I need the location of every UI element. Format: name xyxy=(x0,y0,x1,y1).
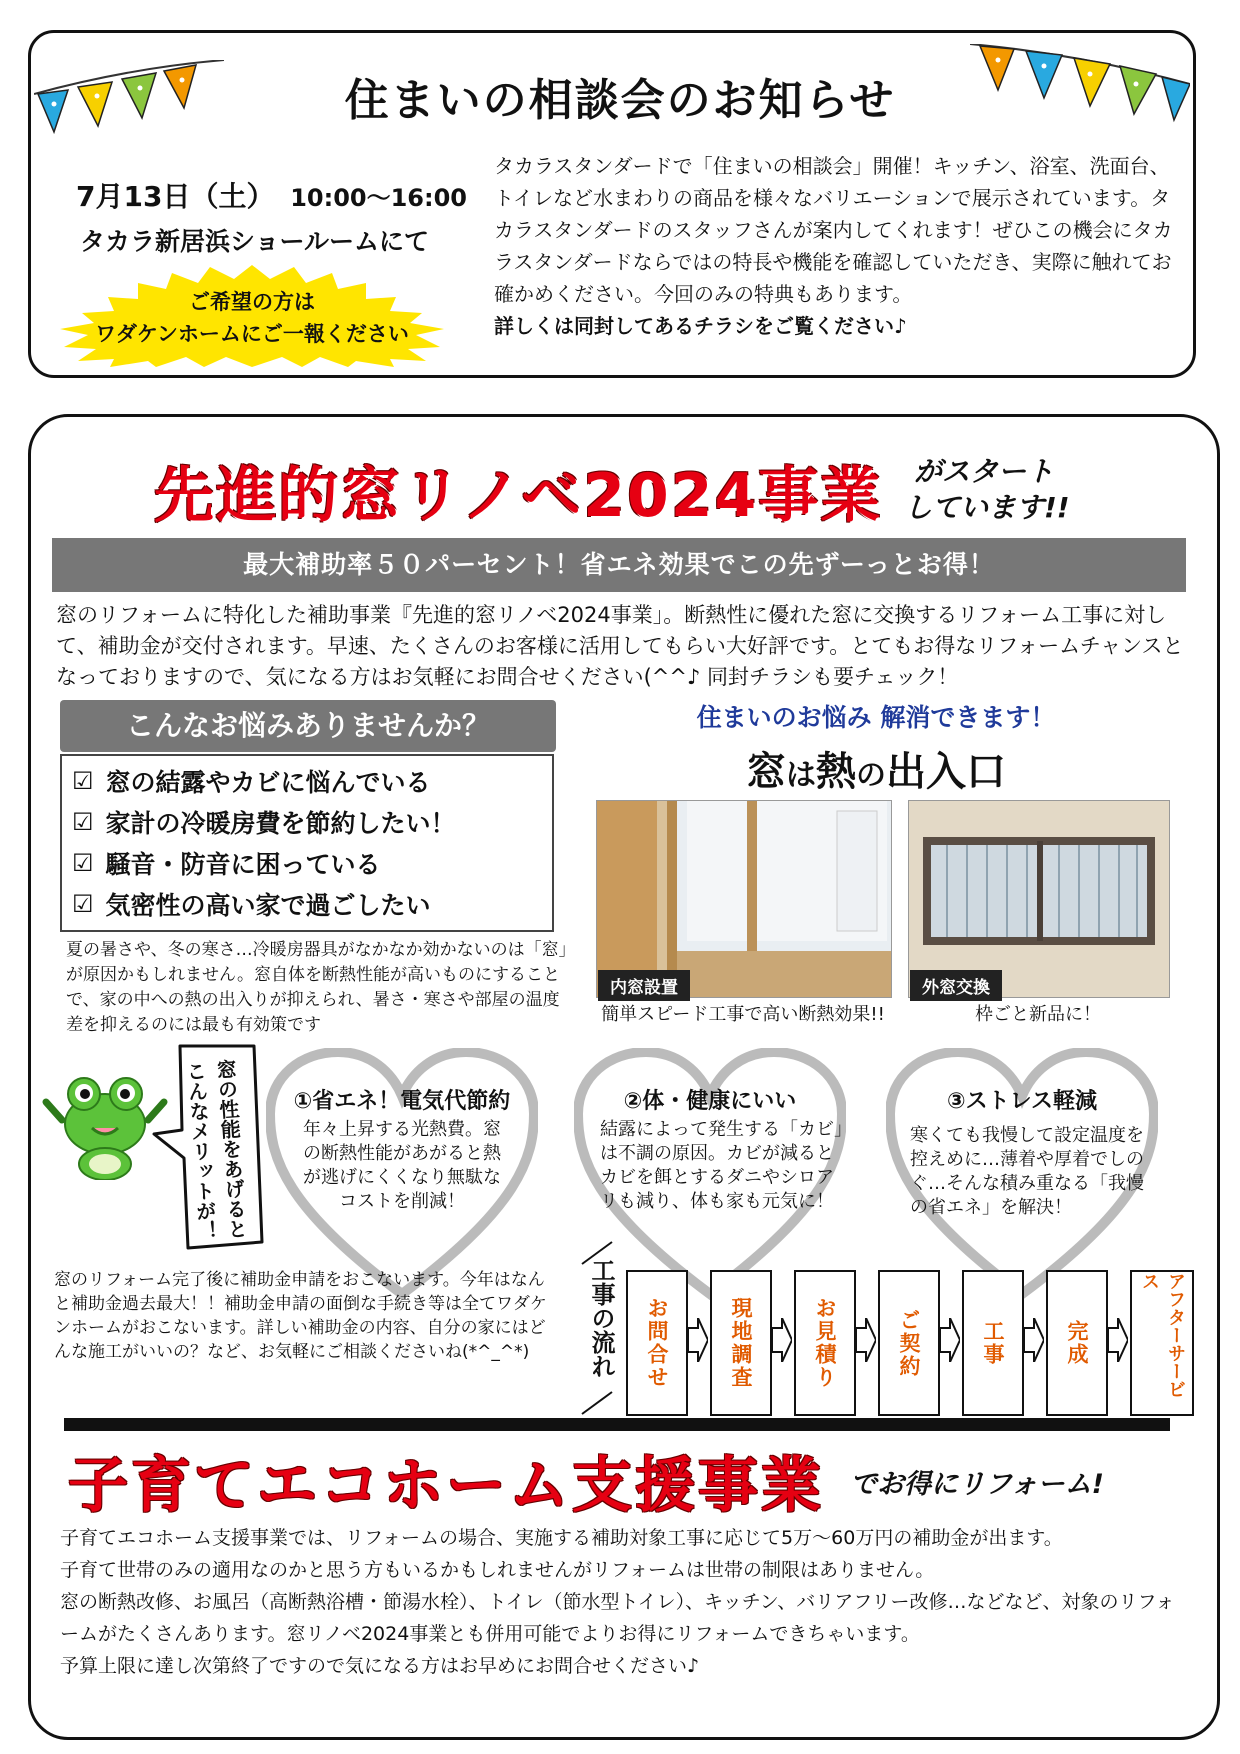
burst-line2: ワダケンホームにご一報ください xyxy=(95,322,409,346)
notice-body-bold: 詳しくは同封してあるチラシをご覧ください♪ xyxy=(494,314,907,338)
arrow-right-icon xyxy=(772,1318,792,1362)
frog-bubble-text: 窓の性能をあげるとこんなメリットが！ xyxy=(182,1058,249,1242)
flow-step-estimate xyxy=(794,1270,856,1416)
worry-item xyxy=(72,760,552,801)
outer-window-tag: 外窓交換 xyxy=(910,970,1002,1001)
notice-date xyxy=(76,175,467,215)
checkbox-icon: ☑ xyxy=(72,766,94,795)
worry-text: 窓の結露やカビに悩んでいる xyxy=(105,767,431,797)
bunting-left xyxy=(34,60,224,150)
heat-d: の xyxy=(856,758,886,793)
time-text: 10:00～16:00 xyxy=(290,184,467,212)
worries-title: こんなお悩みありませんか？ xyxy=(60,700,556,752)
flow-step-text: 完成 xyxy=(1065,1320,1089,1366)
flow-label: 工事の流れ xyxy=(587,1258,615,1378)
worries-list xyxy=(60,754,554,932)
merit-title-1: ①省エネ！電気代節約 xyxy=(293,1089,511,1114)
inner-window-tag: 内窓設置 xyxy=(598,970,690,1001)
inner-window-photo xyxy=(596,800,892,998)
worries-note: 夏の暑さや、冬の寒さ…冷暖房器具がなかなか効かないのは「窓」が原因かもしれません。窓自体を断熱性能が高いものにすることで、家の中への熱の出入りが抑えられ、暑さ・寒さや部屋の温度差を抑えるのには最も有効策です xyxy=(66,940,568,1035)
eco-line: 予算上限に達し次第終了ですので気になる方はお早めにお問合せください♪ xyxy=(60,1655,700,1677)
merit-body-3: 寒くても我慢して設定温度を控えめに…薄着や厚着でしのぐ…そんな積み重なる「我慢の省エネ」を解決！ xyxy=(910,1125,1144,1218)
subsidy-note: 窓のリフォーム完了後に補助金申請をおこないます。今年はなんと補助金過去最大！！補助金申請の面倒な手続き等は全てワダケンホームがおこないます。詳しい補助金の内容、自分の家にはどんな施工がいいの？など、お気軽にご相談くださいね(*^_^*) xyxy=(54,1270,547,1362)
flow-step-text: お問合せ xyxy=(645,1297,669,1389)
window-title-suffix1: がスタート xyxy=(914,455,1055,488)
inner-window-image xyxy=(597,801,891,997)
heat-a: 窓 xyxy=(746,749,786,795)
flow-step-text: アフターサービス xyxy=(1139,1272,1186,1398)
flow-step-text: 工事 xyxy=(981,1320,1005,1366)
merit-title-2: ②体・健康にいい xyxy=(623,1089,797,1114)
worry-text: 騒音・防音に困っている xyxy=(105,849,381,879)
eco-line: 子育てエコホーム支援事業では、リフォームの場合、実施する補助対象工事に応じて5万～60万円の補助金が出ます。 xyxy=(60,1527,1063,1549)
date-text: 7月13日（土） xyxy=(76,180,275,213)
flow-label-slashes xyxy=(576,1238,616,1418)
checkbox-icon: ☑ xyxy=(72,889,94,918)
window-title-suffix2: しています!! xyxy=(904,491,1070,524)
arrow-right-icon xyxy=(688,1318,708,1362)
worry-text: 家計の冷暖房費を節約したい！ xyxy=(105,808,456,838)
merit-body-1: 年々上昇する光熱費。窓の断熱性能があがると熱が逃げにくくなり無駄なコストを削減！ xyxy=(303,1119,501,1212)
window-title: 先進的窓リノベ2024事業 xyxy=(154,461,883,531)
solve-title: 住まいのお悩み 解消できます！ xyxy=(696,703,1056,732)
flow-step-text: お見積り xyxy=(813,1297,837,1389)
outer-window-caption: 枠ごと新品に！ xyxy=(975,1004,1101,1025)
notice-body-text: タカラスタンダードで「住まいの相談会」開催！キッチン、浴室、洗面台、トイレなど水まわりの商品を様々なバリエーションで展示されています。タカラスタンダードのスタッフさんが案内してくれます！ぜひこの機会にタカラスタンダードならではの特長や機能を確認していただき、実際に触れてお確かめください。今回のみの特典もあります。 xyxy=(494,154,1173,306)
worry-text: 気密性の高い家で過ごしたい xyxy=(105,890,431,920)
heat-title xyxy=(596,740,1156,797)
worry-item xyxy=(72,842,552,883)
section-divider xyxy=(64,1418,1170,1431)
heat-b: は xyxy=(786,758,816,793)
bunting-right xyxy=(970,44,1190,134)
checkbox-icon: ☑ xyxy=(72,848,94,877)
notice-title: 住まいの相談会のお知らせ xyxy=(344,75,896,126)
worry-item xyxy=(72,883,552,924)
notice-body xyxy=(494,150,1178,342)
arrow-right-icon xyxy=(940,1318,960,1362)
arrow-right-icon xyxy=(1108,1318,1128,1362)
outer-window-photo xyxy=(908,800,1170,998)
checkbox-icon: ☑ xyxy=(72,807,94,836)
flow-step-contract xyxy=(878,1270,940,1416)
eco-title-suffix: でお得にリフォーム! xyxy=(850,1469,1104,1500)
eco-line: 窓の断熱改修、お風呂（高断熱浴槽・節湯水栓）、トイレ（節水型トイレ）、キッチン、バリアフリー改修…などなど、対象のリフォームがたくさんあります。窓リノベ2024事業とも併用可能でよりお得にリフォームできちゃいます。 xyxy=(60,1591,1175,1645)
outer-window-image xyxy=(909,801,1169,997)
window-intro: 窓のリフォームに特化した補助事業『先進的窓リノベ2024事業」。断熱性に優れた窓に交換するリフォーム工事に対して、補助金が交付されます。早速、たくさんのお客様に活用してもらい大好評です。とてもお得なリフォームチャンスとなっておりますので、気になる方はお気軽にお問合せください(^^♪ 同封チラシも要チェック！ xyxy=(56,603,1184,689)
worry-item xyxy=(72,801,552,842)
burst-line1: ご希望の方は xyxy=(189,290,315,314)
eco-line: 子育て世帯のみの適用なのかと思う方もいるかもしれませんがリフォームは世帯の制限はありません。 xyxy=(60,1559,935,1581)
flow-step-text: ご契約 xyxy=(897,1308,921,1378)
inner-window-caption: 簡単スピード工事で高い断熱効果!! xyxy=(601,1004,885,1025)
merit-body-2: 結露によって発生する「カビ」は不調の原因。カビが減るとカビを餌とするダニやシロアリも減り、体も家も元気に！ xyxy=(600,1119,843,1212)
flow-step-text: 現地調査 xyxy=(729,1297,753,1389)
flow-step-inquiry xyxy=(626,1270,688,1416)
merit-title-3: ③ストレス軽減 xyxy=(947,1089,1097,1114)
flow-step-construction xyxy=(962,1270,1024,1416)
heat-e: 出入口 xyxy=(886,749,1006,795)
flow-step-after-service xyxy=(1130,1270,1194,1416)
arrow-right-icon xyxy=(1024,1318,1044,1362)
heat-c: 熱 xyxy=(816,749,856,795)
eco-title: 子育てエコホーム支援事業 xyxy=(68,1451,824,1521)
subsidy-rate-banner: 最大補助率５０パーセント！省エネ効果でこの先ずーっとお得！ xyxy=(52,538,1186,592)
notice-venue: タカラ新居浜ショールームにて xyxy=(80,227,430,256)
eco-body xyxy=(60,1522,1190,1682)
flow-step-complete xyxy=(1046,1270,1108,1416)
arrow-right-icon xyxy=(856,1318,876,1362)
flow-step-survey xyxy=(710,1270,772,1416)
